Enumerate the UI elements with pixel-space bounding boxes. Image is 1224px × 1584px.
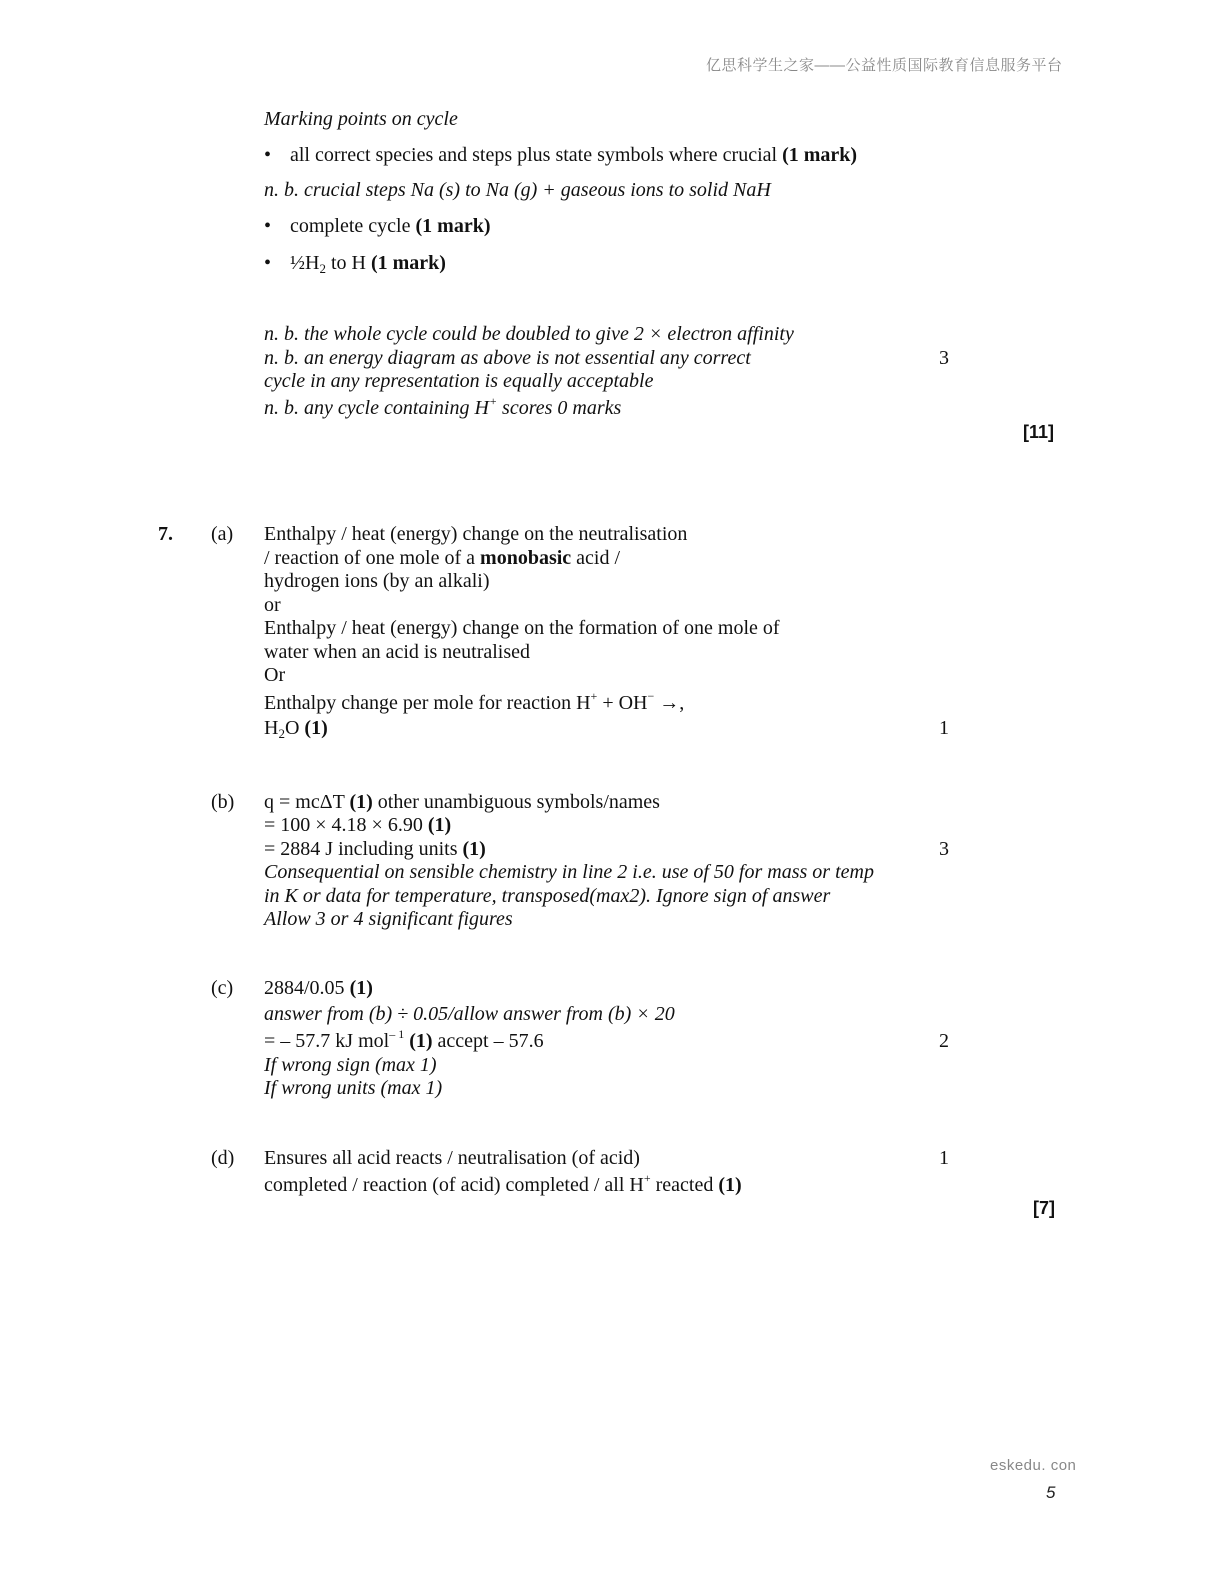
answer-a-line1: Enthalpy / heat (energy) change on the neutralisation bbox=[264, 523, 688, 545]
bullet-item-2: • complete cycle (1 mark) bbox=[264, 215, 491, 237]
answer-a-line7: Or bbox=[264, 664, 286, 686]
marks-value: 1 bbox=[939, 1147, 949, 1169]
answer-b-line3: = 2884 J including units (1) bbox=[264, 838, 486, 860]
footer-site: eskedu. con bbox=[990, 1457, 1077, 1474]
answer-d-line2: completed / reaction (of acid) completed / all H+ reacted (1) bbox=[264, 1171, 742, 1196]
note-crucial-steps: n. b. crucial steps Na (s) to Na (g) + gaseous ions to solid NaH bbox=[264, 179, 771, 201]
marks-value: 3 bbox=[939, 347, 949, 369]
answer-c-line5: If wrong units (max 1) bbox=[264, 1077, 443, 1099]
part-label-d: (d) bbox=[211, 1147, 235, 1169]
question-number: 7. bbox=[158, 523, 173, 545]
answer-c-line4: If wrong sign (max 1) bbox=[264, 1054, 437, 1076]
part-label-a: (a) bbox=[211, 523, 234, 545]
answer-a-line8: Enthalpy change per mole for reaction H+ + OH− →, bbox=[264, 689, 685, 714]
bullet-icon: • bbox=[264, 144, 272, 166]
bullet-item-3: • $\frac{1}{2}H_2$ to H (1 mark) bbox=[264, 252, 446, 276]
part-label-b: (b) bbox=[211, 791, 235, 813]
marks-value: 3 bbox=[939, 838, 949, 860]
bullet-icon: • bbox=[264, 215, 272, 237]
answer-b-line6: Allow 3 or 4 significant figures bbox=[264, 908, 513, 930]
question-total: [7] bbox=[1033, 1198, 1055, 1218]
answer-a-line2: / reaction of one mole of a monobasic acid / bbox=[264, 547, 621, 569]
answer-b-line4: Consequential on sensible chemistry in line 2 i.e. use of 50 for mass or temp bbox=[264, 861, 874, 883]
answer-a-line4: or bbox=[264, 594, 281, 616]
part-label-c: (c) bbox=[211, 977, 234, 999]
note-doubled-cycle: n. b. the whole cycle could be doubled to give 2 × electron affinity bbox=[264, 323, 794, 345]
bullet-icon: • bbox=[264, 252, 272, 274]
answer-a-line9: $H_2O$ (1) bbox=[264, 717, 328, 741]
answer-a-line5: Enthalpy / heat (energy) change on the formation of one mole of bbox=[264, 617, 780, 639]
answer-b-line5: in K or data for temperature, transposed(max2). Ignore sign of answer bbox=[264, 885, 831, 907]
section-total: [11] bbox=[1023, 422, 1055, 442]
answer-c-line1: 2884/0.05 (1) bbox=[264, 977, 373, 999]
note-energy-diagram-line1: n. b. an energy diagram as above is not essential any correct bbox=[264, 347, 751, 369]
section-heading: Marking points on cycle bbox=[264, 108, 458, 130]
bullet-item-1: • all correct species and steps plus state symbols where crucial (1 mark) bbox=[264, 144, 858, 166]
page-number: 5 bbox=[1046, 1483, 1056, 1502]
note-h-plus: n. b. any cycle containing H+ scores 0 marks bbox=[264, 394, 622, 419]
answer-c-line3: = – 57.7 kJ mol$^{- 1}$ (1) accept – 57.6 bbox=[264, 1027, 544, 1052]
answer-a-line3: hydrogen ions (by an alkali) bbox=[264, 570, 490, 592]
answer-a-line6: water when an acid is neutralised bbox=[264, 641, 531, 663]
note-energy-diagram-line2: cycle in any representation is equally acceptable bbox=[264, 370, 654, 392]
marks-value: 1 bbox=[939, 717, 949, 739]
answer-b-line1: q = mcΔT (1) other unambiguous symbols/names bbox=[264, 791, 660, 813]
answer-c-line2: answer from (b) ÷ 0.05/allow answer from (b) × 20 bbox=[264, 1003, 675, 1025]
page-header: 亿思科学生之家——公益性质国际教育信息服务平台 bbox=[706, 57, 1063, 74]
marks-value: 2 bbox=[939, 1030, 949, 1052]
answer-b-line2: = 100 × 4.18 × 6.90 (1) bbox=[264, 814, 452, 836]
answer-d-line1: Ensures all acid reacts / neutralisation (of acid) bbox=[264, 1147, 640, 1169]
